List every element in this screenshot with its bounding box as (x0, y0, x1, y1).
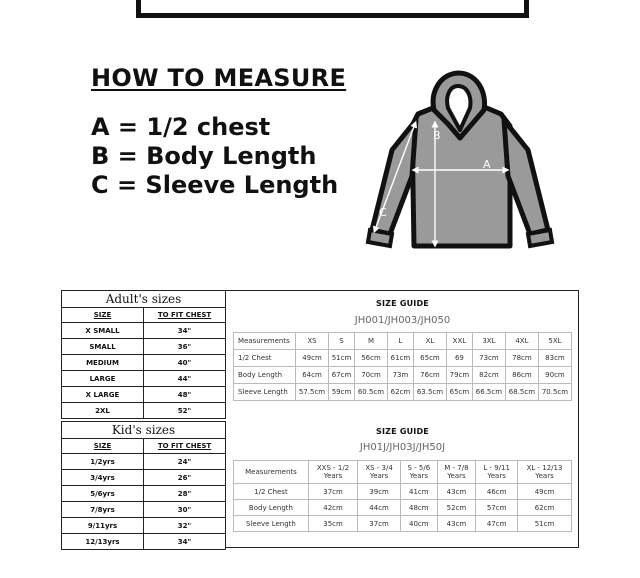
value-cell: 69 (446, 350, 472, 367)
top-frame (136, 0, 529, 18)
row-label-cell: Body Length (234, 500, 309, 516)
kids-guide-codes: JH01J/JH03J/JH50J (359, 442, 446, 453)
value-cell: 78cm (505, 350, 538, 367)
table-row (62, 371, 226, 387)
value-cell: 65cm (446, 384, 472, 401)
value-cell: 57cm (476, 500, 518, 516)
value-cell: 90cm (538, 367, 571, 384)
value-cell: 57.5cm (296, 384, 329, 401)
table-row (62, 403, 226, 419)
table-row (234, 484, 572, 500)
table-row (62, 454, 226, 470)
value-cell: 59cm (329, 384, 355, 401)
table-row (62, 534, 226, 550)
value-cell: 70cm (354, 367, 387, 384)
value-cell: 51cm (518, 516, 572, 532)
header-line: XL - 12/13 (526, 464, 563, 472)
value-cell: 83cm (538, 350, 571, 367)
header-cell: XL (413, 333, 446, 350)
table-row (62, 486, 226, 502)
value-cell: 37cm (308, 484, 357, 500)
how-to-measure-title: HOW TO MEASURE (91, 64, 347, 92)
value-cell: 49cm (518, 484, 572, 500)
value-cell: 48cm (401, 500, 438, 516)
header-cell (518, 461, 572, 484)
chest-cell: 52" (144, 403, 226, 419)
hoodie-diagram-icon (360, 66, 555, 252)
adult-col-chest: TO FIT CHEST (144, 308, 226, 323)
table-header-row (234, 461, 572, 484)
table-row (62, 502, 226, 518)
header-line: Years (487, 472, 506, 480)
value-cell: 65cm (413, 350, 446, 367)
value-cell: 66.5cm (472, 384, 505, 401)
size-cell: X SMALL (62, 323, 144, 339)
kids-size-guide-table (233, 460, 572, 532)
value-cell: 47cm (476, 516, 518, 532)
row-label-cell: Body Length (234, 367, 296, 384)
header-cell: XXL (446, 333, 472, 350)
value-cell: 43cm (437, 516, 476, 532)
value-cell: 79cm (446, 367, 472, 384)
value-cell: 86cm (505, 367, 538, 384)
adult-size-guide-table (233, 332, 572, 401)
value-cell: 56cm (354, 350, 387, 367)
diagram-label-a: A (483, 158, 491, 171)
value-cell: 61cm (387, 350, 413, 367)
value-cell: 51cm (329, 350, 355, 367)
table-row (234, 500, 572, 516)
chest-cell: 48" (144, 387, 226, 403)
value-cell: 70.5cm (538, 384, 571, 401)
header-line: M - 7/8 (444, 464, 469, 472)
header-cell (437, 461, 476, 484)
table-row (62, 323, 226, 339)
row-label-cell: Sleeve Length (234, 384, 296, 401)
value-cell: 52cm (437, 500, 476, 516)
size-cell: X LARGE (62, 387, 144, 403)
diagram-label-c: C (379, 206, 387, 219)
header-line: Years (369, 472, 389, 480)
size-cell: 3/4yrs (62, 470, 144, 486)
adult-sizes-table (61, 290, 226, 419)
measure-legend (91, 113, 338, 200)
value-cell: 60.5cm (354, 384, 387, 401)
value-cell: 64cm (296, 367, 329, 384)
kids-sizes-title: Kid's sizes (62, 422, 226, 439)
adult-sizes-title: Adult's sizes (62, 291, 226, 308)
value-cell: 35cm (308, 516, 357, 532)
diagram-label-b: B (433, 129, 441, 142)
table-row (234, 350, 572, 367)
value-cell: 68.5cm (505, 384, 538, 401)
header-line: L - 9/11 (483, 464, 510, 472)
value-cell: 37cm (358, 516, 401, 532)
row-label-cell: 1/2 Chest (234, 484, 309, 500)
size-cell: 5/6yrs (62, 486, 144, 502)
header-cell (358, 461, 401, 484)
kids-sizes-table (61, 421, 226, 550)
size-cell: MEDIUM (62, 355, 144, 371)
value-cell: 73cm (472, 350, 505, 367)
value-cell: 76cm (413, 367, 446, 384)
chest-cell: 30" (144, 502, 226, 518)
adult-guide-title: SIZE GUIDE (376, 299, 429, 308)
header-line: Years (535, 472, 554, 480)
value-cell: 42cm (308, 500, 357, 516)
value-cell: 43cm (437, 484, 476, 500)
size-cell: 2XL (62, 403, 144, 419)
value-cell: 40cm (401, 516, 438, 532)
value-cell: 63.5cm (413, 384, 446, 401)
adult-col-size: SIZE (62, 308, 144, 323)
legend-line-body: B = Body Length (91, 142, 317, 170)
size-cell: 7/8yrs (62, 502, 144, 518)
table-row (62, 387, 226, 403)
table-row (62, 355, 226, 371)
value-cell: 44cm (358, 500, 401, 516)
size-cell: 12/13yrs (62, 534, 144, 550)
header-cell: Measurements (234, 333, 296, 350)
header-line: S - 5/6 (407, 464, 431, 472)
kids-col-size: SIZE (62, 439, 144, 454)
chest-cell: 28" (144, 486, 226, 502)
chest-cell: 40" (144, 355, 226, 371)
value-cell: 41cm (401, 484, 438, 500)
header-cell (476, 461, 518, 484)
header-line: XXS - 1/2 (316, 464, 350, 472)
header-cell (234, 461, 309, 484)
row-label-cell: 1/2 Chest (234, 350, 296, 367)
chest-cell: 34" (144, 534, 226, 550)
value-cell: 62cm (387, 384, 413, 401)
chest-cell: 44" (144, 371, 226, 387)
table-row (62, 470, 226, 486)
table-row (234, 516, 572, 532)
value-cell: 73m (387, 367, 413, 384)
header-cell: 3XL (472, 333, 505, 350)
header-cell: M (354, 333, 387, 350)
size-cell: 1/2yrs (62, 454, 144, 470)
header-cell (308, 461, 357, 484)
kids-col-chest: TO FIT CHEST (144, 439, 226, 454)
table-row (234, 367, 572, 384)
header-line: XS - 3/4 (365, 464, 393, 472)
table-header-row (234, 333, 572, 350)
chest-cell: 36" (144, 339, 226, 355)
chest-cell: 26" (144, 470, 226, 486)
header-cell: S (329, 333, 355, 350)
header-cell: L (387, 333, 413, 350)
adult-guide-codes: JH001/JH003/JH050 (354, 315, 451, 326)
chest-cell: 32" (144, 518, 226, 534)
chest-cell: 34" (144, 323, 226, 339)
header-cell (401, 461, 438, 484)
legend-line-chest: A = 1/2 chest (91, 113, 271, 141)
size-cell: 9/11yrs (62, 518, 144, 534)
value-cell: 39cm (358, 484, 401, 500)
table-row (62, 518, 226, 534)
value-cell: 82cm (472, 367, 505, 384)
value-cell: 49cm (296, 350, 329, 367)
size-cell: SMALL (62, 339, 144, 355)
header-cell: XS (296, 333, 329, 350)
table-row (62, 339, 226, 355)
value-cell: 62cm (518, 500, 572, 516)
header-cell: 5XL (538, 333, 571, 350)
header-line: Years (447, 472, 466, 480)
chest-cell: 24" (144, 454, 226, 470)
header-line: Measurements (245, 468, 297, 476)
kids-guide-title: SIZE GUIDE (376, 427, 429, 436)
value-cell: 67cm (329, 367, 355, 384)
header-line: Years (409, 472, 429, 480)
header-line: Years (323, 472, 343, 480)
value-cell: 46cm (476, 484, 518, 500)
row-label-cell: Sleeve Length (234, 516, 309, 532)
size-cell: LARGE (62, 371, 144, 387)
table-row (234, 384, 572, 401)
header-cell: 4XL (505, 333, 538, 350)
legend-line-sleeve: C = Sleeve Length (91, 171, 339, 199)
